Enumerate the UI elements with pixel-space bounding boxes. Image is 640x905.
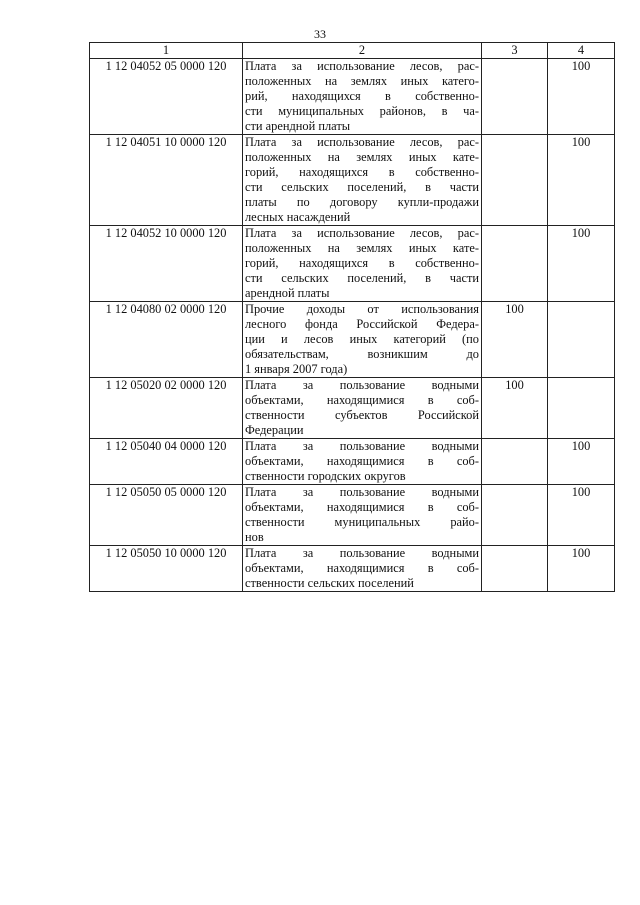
table-row <box>90 135 615 226</box>
description-line: горий, находящихся в собственно- <box>245 256 479 270</box>
value-column-3: 100 <box>482 378 548 439</box>
revenue-description <box>243 378 482 439</box>
revenue-description <box>243 302 482 378</box>
value-column-4: 100 <box>548 135 615 226</box>
table-row <box>90 226 615 302</box>
description-line: арендной платы <box>245 286 330 300</box>
column-header-2: 2 <box>243 43 482 59</box>
revenue-code: 1 12 05050 10 0000 120 <box>90 546 243 592</box>
description-line: сти муниципальных районов, в ча- <box>245 104 479 118</box>
value-column-3 <box>482 135 548 226</box>
description-line: объектами, находящимися в соб- <box>245 454 479 468</box>
description-line: положенных на землях иных кате- <box>245 150 479 164</box>
column-header-4: 4 <box>548 43 615 59</box>
revenue-code: 1 12 05020 02 0000 120 <box>90 378 243 439</box>
description-line: Прочие доходы от использования <box>245 302 479 316</box>
description-line: объектами, находящимися в соб- <box>245 561 479 575</box>
value-column-3: 100 <box>482 302 548 378</box>
revenue-description <box>243 439 482 485</box>
value-column-3 <box>482 546 548 592</box>
revenue-description <box>243 485 482 546</box>
description-line: ственности городских округов <box>245 469 406 483</box>
description-line: ственности муниципальных райо- <box>245 515 479 529</box>
table-row <box>90 302 615 378</box>
budget-classification-table <box>89 42 615 592</box>
revenue-code: 1 12 05050 05 0000 120 <box>90 485 243 546</box>
revenue-code: 1 12 05040 04 0000 120 <box>90 439 243 485</box>
table-row <box>90 546 615 592</box>
column-number-row <box>90 43 615 59</box>
description-line: Плата за использование лесов, рас- <box>245 226 479 240</box>
description-line: рий, находящихся в собственно- <box>245 89 479 103</box>
description-line: Федерации <box>245 423 304 437</box>
description-line: объектами, находящимися в соб- <box>245 393 479 407</box>
value-column-3 <box>482 59 548 135</box>
revenue-code: 1 12 04052 05 0000 120 <box>90 59 243 135</box>
description-line: Плата за использование лесов, рас- <box>245 135 479 149</box>
description-line: Плата за пользование водными <box>245 485 479 499</box>
revenue-description <box>243 135 482 226</box>
value-column-4: 100 <box>548 485 615 546</box>
value-column-4 <box>548 378 615 439</box>
revenue-description <box>243 226 482 302</box>
value-column-4: 100 <box>548 226 615 302</box>
description-line: Плата за пользование водными <box>245 546 479 560</box>
description-line: Плата за пользование водными <box>245 378 479 392</box>
value-column-3 <box>482 226 548 302</box>
revenue-code: 1 12 04080 02 0000 120 <box>90 302 243 378</box>
value-column-4: 100 <box>548 546 615 592</box>
revenue-description <box>243 59 482 135</box>
column-header-1: 1 <box>90 43 243 59</box>
description-line: сти сельских поселений, в части <box>245 271 479 285</box>
description-line: лесных насаждений <box>245 210 351 224</box>
column-header-3: 3 <box>482 43 548 59</box>
description-line: ственности сельских поселений <box>245 576 414 590</box>
page-number: 33 <box>314 27 326 41</box>
value-column-3 <box>482 439 548 485</box>
description-line: сти арендной платы <box>245 119 351 133</box>
value-column-3 <box>482 485 548 546</box>
table-row <box>90 439 615 485</box>
description-line: Плата за использование лесов, рас- <box>245 59 479 73</box>
revenue-code: 1 12 04051 10 0000 120 <box>90 135 243 226</box>
description-line: положенных на землях иных кате- <box>245 241 479 255</box>
description-line: нов <box>245 530 264 544</box>
description-line: платы по договору купли-продажи <box>245 195 479 209</box>
description-line: ции и лесов иных категорий (по <box>245 332 479 346</box>
value-column-4 <box>548 302 615 378</box>
table-row <box>90 485 615 546</box>
description-line: обязательствам, возникшим до <box>245 347 479 361</box>
revenue-code: 1 12 04052 10 0000 120 <box>90 226 243 302</box>
description-line: ственности субъектов Российской <box>245 408 479 422</box>
value-column-4: 100 <box>548 59 615 135</box>
description-line: объектами, находящимися в соб- <box>245 500 479 514</box>
description-line: горий, находящихся в собственно- <box>245 165 479 179</box>
table-row <box>90 378 615 439</box>
description-line: сти сельских поселений, в части <box>245 180 479 194</box>
revenue-description <box>243 546 482 592</box>
description-line: 1 января 2007 года) <box>245 362 348 376</box>
description-line: лесного фонда Российской Федера- <box>245 317 479 331</box>
description-line: положенных на землях иных катего- <box>245 74 479 88</box>
value-column-4: 100 <box>548 439 615 485</box>
description-line: Плата за пользование водными <box>245 439 479 453</box>
table-row <box>90 59 615 135</box>
